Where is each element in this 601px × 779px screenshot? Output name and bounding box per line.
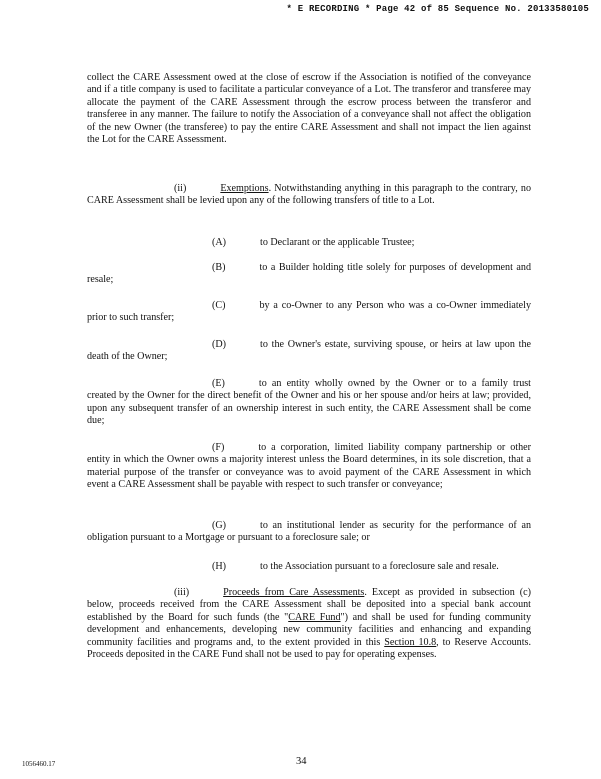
- proceeds-text-3: , to Reserve Accounts. Proceeds deposited in the CARE Fund shall not be used to pay for operating expenses.: [87, 636, 531, 661]
- exemption-item-g: [87, 520, 531, 545]
- lead-paragraph: collect the CARE Assessment owed at the close of escrow if the Association is notified of the conveyance and if a title company is used to facilitate a particular conveyance of a Lot. The transferor and transferee may allocate the payment of the CARE Assessment through the escrow process between the transferor and transferee in any manner. The failure to notify the Association of a conveyance shall not affect the obligation of the new Owner (the transferee) to pay the entire CARE Assessment and shall not impact the lien against the Lot for the CARE Assessment.: [87, 72, 531, 146]
- item-label: (E): [212, 378, 225, 389]
- document-id: 1056460.17: [22, 760, 56, 768]
- item-text: to the Association pursuant to a foreclosure sale and resale.: [260, 561, 499, 572]
- proceeds-heading: Proceeds from Care Assessments: [223, 587, 365, 598]
- proceeds-text-1: . Except as provided in subsection (c) below, proceeds received from the CARE Assessment shall be deposited into a special bank account established by the Board for such funds (the ": [87, 587, 531, 623]
- exemption-item-a: [87, 237, 531, 249]
- item-label: (G): [212, 520, 227, 531]
- exemption-item-e: [87, 378, 531, 428]
- exemption-item-c: [87, 300, 531, 325]
- proceeds-text-2: ") and shall be used for funding community development and enhancements, developing new community facilities and enhancing and expanding community facilities and programs and, to the extent provided in this: [87, 611, 531, 648]
- exemption-item-h: [87, 561, 531, 573]
- clause-number: (iii): [174, 587, 190, 598]
- exemption-item-d: [87, 339, 531, 364]
- proceeds-paragraph: [87, 587, 531, 661]
- item-label: (C): [212, 300, 226, 311]
- clause-number: (ii): [174, 183, 187, 194]
- recording-header: * E RECORDING * Page 42 of 85 Sequence No. 20133580105: [286, 4, 589, 14]
- exemption-item-f: [87, 442, 531, 492]
- item-label: (B): [212, 262, 226, 273]
- exemptions-heading: Exemptions: [220, 183, 269, 194]
- item-text: to a corporation, limited liability company partnership or other entity in which the Owner owns a majority interest unless the Board determines, in its sole discretion, that a material purpose of the transfer or conveyance was to avoid payment of the CARE Assessment in which event a CARE Assessment shall be payable with respect to such transfer or conveyance;: [87, 442, 531, 491]
- exemptions-paragraph: [87, 183, 531, 208]
- item-text: to a Builder holding title solely for purposes of development and resale;: [87, 262, 531, 286]
- item-text: to the Owner's estate, surviving spouse, or heirs at law upon the death of the Owner;: [87, 339, 531, 363]
- item-label: (H): [212, 561, 227, 572]
- item-text: to Declarant or the applicable Trustee;: [260, 237, 415, 248]
- care-fund-term: CARE Fund: [288, 611, 341, 623]
- item-label: (D): [212, 339, 227, 350]
- item-text: by a co-Owner to any Person who was a co-Owner immediately prior to such transfer;: [87, 300, 531, 324]
- item-label: (F): [212, 442, 225, 453]
- item-text: to an institutional lender as security for the performance of an obligation pursuant to a Mortgage or pursuant to a foreclosure sale; or: [87, 520, 531, 544]
- item-text: to an entity wholly owned by the Owner or to a family trust created by the Owner for the direct benefit of the Owner and his or her spouse and/or heirs at law; provided, upon any subsequent transfer of an ownership interest in such entity, the CARE Assessment shall be come due;: [87, 378, 531, 427]
- exemptions-text: . Notwithstanding anything in this paragraph to the contrary, no CARE Assessment shall be levied upon any of the following transfers of title to a Lot.: [87, 183, 531, 207]
- item-label: (A): [212, 237, 227, 248]
- section-reference: Section 10.8: [384, 636, 437, 648]
- page-number: 34: [296, 756, 307, 767]
- exemption-item-b: [87, 262, 531, 287]
